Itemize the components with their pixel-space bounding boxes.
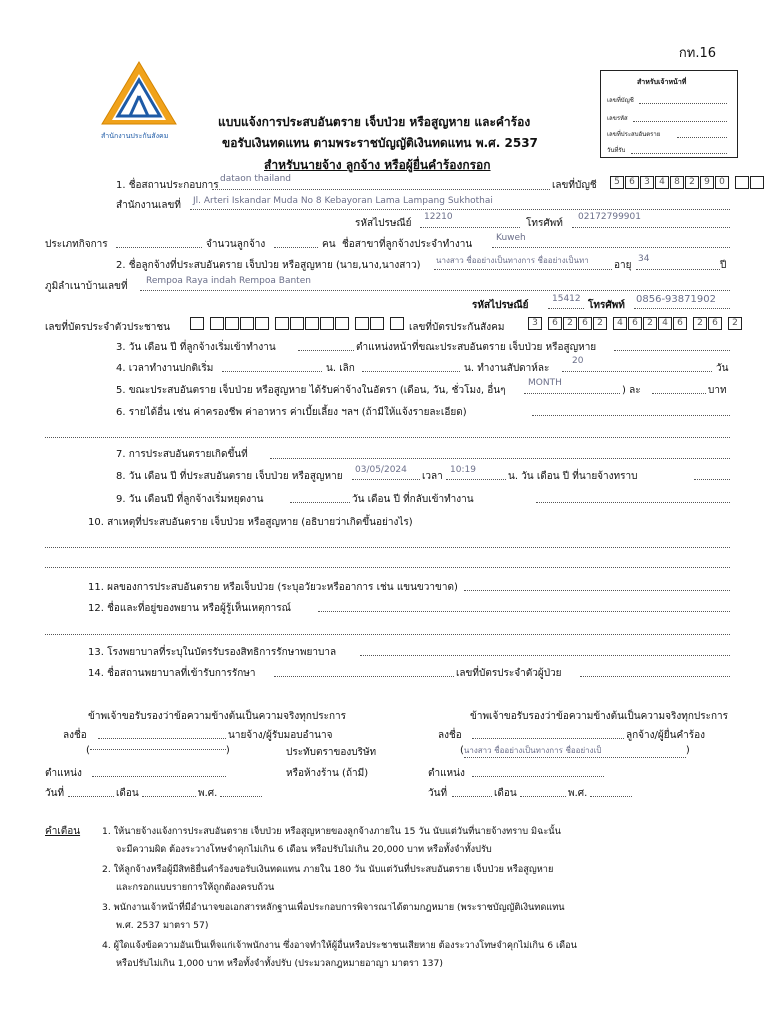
account-digit[interactable]: 4 [655,176,669,189]
id-card-digit[interactable] [335,317,349,330]
social-security-digit[interactable]: 4 [658,317,672,330]
account-digit[interactable]: 9 [700,176,714,189]
business-type-label: ประเภทกิจการ [45,239,108,250]
item14-label: 14. ชื่อสถานพยาบาลที่เข้ารับการรักษา [88,668,256,679]
employer-postcode-field[interactable]: 12210 [424,212,453,222]
id-card-digit[interactable] [355,317,369,330]
logo-triangle-icon [100,60,178,130]
work-days-field[interactable]: 20 [572,356,584,366]
social-security-digit[interactable]: 2 [563,317,577,330]
id-card-digit[interactable] [320,317,334,330]
employee-count-label: จำนวนลูกจ้าง [206,239,266,250]
agency-name: สำนักงานประกันสังคม [101,132,169,140]
company-stamp-label-1: ประทับตราของบริษัท [286,747,377,758]
employer-phone-label: โทรศัพท์ [526,218,563,229]
employee-name-field[interactable]: นางสาว ชื่ออย่างเป็นทางการ ชื่ออย่างเป็นทา [436,256,589,265]
accident-time-field[interactable]: 10:19 [450,465,476,475]
id-card-digit[interactable] [305,317,319,330]
employee-year-label: พ.ศ. [568,788,588,799]
id-card-label: เลขที่บัตรประจำตัวประชาชน [45,322,170,333]
item9-label: 9. วัน เดือนปี ที่ลูกจ้างเริ่มหยุดงาน [116,494,264,505]
employee-name-paren: (นางสาว ชื่ออย่างเป็นทางการ ชื่ออย่างเป็ ) [460,745,690,756]
form-title-line3: สำหรับนายจ้าง ลูกจ้าง หรือผู้ยื่นคำร้องกรอก [264,158,491,172]
accident-time-label: เวลา [422,471,443,482]
item4-label: 4. เวลาทำงานปกติเริ่ม [116,363,214,374]
id-card-digit[interactable] [210,317,224,330]
employee-certify-statement: ข้าพเจ้าขอรับรองว่าข้อความข้างต้นเป็นความจริงทุกประการ [470,711,729,722]
age-unit: ปี [720,260,727,271]
employer-date-label: วันที่ [45,788,65,799]
establishment-field[interactable]: dataon thailand [220,174,292,184]
social-security-digit[interactable]: 2 [643,317,657,330]
form-title-line1: แบบแจ้งการประสบอันตราย เจ็บป่วย หรือสูญหาย และคำร้อง [218,115,531,129]
warning-item-3-cont: พ.ศ. 2537 มาตรา 57) [116,920,209,931]
employer-role-label: นายจ้าง/ผู้รับมอบอำนาจ [228,730,333,741]
social-security-digit[interactable]: 6 [708,317,722,330]
item12-label: 12. ชื่อและที่อยู่ของพยาน หรือผู้รู้เห็นเหตุการณ์ [88,603,291,614]
item3-position-label: ตำแหน่งหน้าที่ขณะประสบอันตราย เจ็บป่วย หรือสูญหาย [356,342,597,353]
employee-phone-label: โทรศัพท์ [588,300,625,311]
account-label: เลขที่บัญชี [552,180,597,191]
item5-label: 5. ขณะประสบอันตราย เจ็บป่วย หรือสูญหาย ได้รับค่าจ้างในอัตรา (เดือน, วัน, ชั่วโมง, อื่นๆ [116,385,506,396]
account-digit[interactable]: 8 [670,176,684,189]
item4-week-label: น. ทำงานสัปดาห์ละ [464,363,550,374]
warning-item-3: 3. พนักงานเจ้าหน้าที่มีอำนาจขอเอกสารหลักฐานเพื่อประกอบการพิจารณาได้ตามกฎหมาย (พระราชบัญญัติเงินทดแทน [102,902,565,913]
social-security-label: เลขที่บัตรประกันสังคม [409,322,505,333]
employee-count-unit: คน [322,239,336,250]
age-label: อายุ [614,260,632,271]
accident-date-field[interactable]: 03/05/2024 [355,465,407,475]
id-card-digit[interactable] [225,317,239,330]
employee-printed-name[interactable]: นางสาว ชื่ออย่างเป็นทางการ ชื่ออย่างเป็ [464,744,686,758]
patient-id-label: เลขที่บัตรประจำตัวผู้ป่วย [456,668,562,679]
item3-label: 3. วัน เดือน ปี ที่ลูกจ้างเริ่มเข้าทำงาน [116,342,276,353]
agency-logo [100,60,178,130]
employer-sign-label: ลงชื่อ [63,730,87,741]
work-days-unit: วัน [716,363,729,374]
account-digit[interactable] [735,176,749,189]
office-label: สำนักงานเลขที่ [116,200,181,211]
item8-label: 8. วัน เดือน ปี ที่ประสบอันตราย เจ็บป่วย หรือสูญหาย [116,471,343,482]
social-security-digit[interactable]: 2 [593,317,607,330]
employer-phone-field[interactable]: 02172799901 [578,212,641,222]
warning-item-1: 1. ให้นายจ้างแจ้งการประสบอันตราย เจ็บป่วย หรือสูญหายของลูกจ้างภายใน 15 วัน นับแต่วันที่นายจ้างทราบ มิฉะนั้น [102,826,561,837]
officer-row-accident: เลขที่ประสบอันตราย [607,131,661,138]
employee-sign-label: ลงชื่อ [438,730,462,741]
warning-item-2-cont: และกรอกแบบรายการให้ถูกต้องครบถ้วน [116,882,275,893]
id-card-digit[interactable] [190,317,204,330]
id-card-digit[interactable] [370,317,384,330]
id-card-digit[interactable] [390,317,404,330]
social-security-digit[interactable]: 6 [578,317,592,330]
item5-rate-label: ) ละ [622,385,641,396]
item9-return-label: วัน เดือน ปี ที่กลับเข้าทำงาน [352,494,474,505]
account-digit[interactable] [750,176,764,189]
employer-month-label: เดือน [116,788,139,799]
employee-role-label: ลูกจ้าง/ผู้ยื่นคำร้อง [626,730,706,741]
social-security-digit[interactable]: 4 [613,317,627,330]
company-stamp-label-2: หรือห้างร้าน (ถ้ามี) [286,768,369,779]
form-code: กท.16 [678,46,716,61]
id-card-digit[interactable] [275,317,289,330]
item8-known-label: น. วัน เดือน ปี ที่นายจ้างทราบ [508,471,638,482]
wage-period-field[interactable]: MONTH [528,378,562,388]
warning-heading: คำเตือน [45,826,81,837]
social-security-digit[interactable]: 2 [693,317,707,330]
id-card-digit[interactable] [290,317,304,330]
employer-postcode-label: รหัสไปรษณีย์ [355,218,412,229]
warning-item-4: 4. ผู้ใดแจ้งข้อความอันเป็นเท็จแก่เจ้าพนักงาน ซึ่งอาจทำให้ผู้อื่นหรือประชาชนเสียหาย ต้องระวางโทษจำคุกไม่เกิน 6 เดือน [102,940,577,951]
item4-end-label: น. เลิก [326,363,355,374]
office-address-field[interactable]: Jl. Arteri Iskandar Muda No 8 Kebayoran Lama Lampang Sukhothai [193,196,493,206]
id-card-digit[interactable] [240,317,254,330]
social-security-digit[interactable]: 3 [528,317,542,330]
employee-position-label: ตำแหน่ง [428,768,465,779]
age-field[interactable]: 34 [638,254,650,264]
warning-item-2: 2. ให้ลูกจ้างหรือผู้มีสิทธิยื่นคำร้องขอรับเงินทดแทน ภายใน 180 วัน นับแต่วันที่ประสบอันตราย เจ็บป่วย หรือสูญหาย [102,864,554,875]
item7-label: 7. การประสบอันตรายเกิดขึ้นที่ [116,449,248,460]
employee-postcode-field[interactable]: 15412 [552,294,581,304]
employee-postcode-label: รหัสไปรษณีย์ [472,300,529,311]
form-title-line2: ขอรับเงินทดแทน ตามพระราชบัญญัติเงินทดแทน พ.ศ. 2537 [222,136,538,150]
employee-name-label: 2. ชื่อลูกจ้างที่ประสบอันตราย เจ็บป่วย หรือสูญหาย (นาย,นาง,นางสาว) [116,260,421,271]
officer-row-code: เลขรหัส [607,115,628,122]
branch-label: ชื่อสาขาที่ลูกจ้างประจำทำงาน [342,239,473,250]
warning-item-4-cont: หรือปรับไม่เกิน 1,000 บาท หรือทั้งจำทั้งปรับ (ประมวลกฎหมายอาญา มาตรา 137) [116,958,443,969]
address-label: ภูมิลำเนาบ้านเลขที่ [45,281,128,292]
account-digit[interactable]: 3 [640,176,654,189]
employee-date-label: วันที่ [428,788,448,799]
officer-box-heading: สำหรับเจ้าหน้าที่ [637,78,687,86]
item10-label: 10. สาเหตุที่ประสบอันตราย เจ็บป่วย หรือสูญหาย (อธิบายว่าเกิดขึ้นอย่างไร) [88,517,413,528]
employer-certify-statement: ข้าพเจ้าขอรับรองว่าข้อความข้างต้นเป็นความจริงทุกประการ [88,711,347,722]
branch-field[interactable]: Kuweh [496,233,526,243]
officer-box [600,70,738,158]
employee-phone-field[interactable]: 0856-93871902 [636,294,716,305]
id-card-digit[interactable] [255,317,269,330]
officer-row-date: วันที่รับ [607,147,626,154]
wage-unit: บาท [708,385,727,396]
employer-name-paren[interactable]: ( ) [86,745,230,756]
account-digit[interactable]: 5 [610,176,624,189]
account-digit[interactable]: 6 [625,176,639,189]
employer-year-label: พ.ศ. [198,788,218,799]
establishment-label: 1. ชื่อสถานประกอบการ [116,180,219,191]
employee-month-label: เดือน [494,788,517,799]
account-digit[interactable]: 2 [685,176,699,189]
social-security-digit[interactable]: 2 [728,317,742,330]
social-security-digit[interactable]: 6 [673,317,687,330]
account-digit[interactable]: 0 [715,176,729,189]
item11-label: 11. ผลของการประสบอันตราย หรือเจ็บป่วย (ระบุอวัยวะหรืออาการ เช่น แขนขวาขาด) [88,582,458,593]
warning-item-1-cont: จะมีความผิด ต้องระวางโทษจำคุกไม่เกิน 6 เดือน หรือปรับไม่เกิน 20,000 บาท หรือทั้งจำทั้งปรับ [116,844,492,855]
item13-label: 13. โรงพยาบาลที่ระบุในบัตรรับรองสิทธิการรักษาพยาบาล [88,647,337,658]
item6-label: 6. รายได้อื่น เช่น ค่าครองชีพ ค่าอาหาร ค่าเบี้ยเลี้ยง ฯลฯ (ถ้ามีให้แจ้งรายละเอียด) [116,407,467,418]
address-field[interactable]: Rempoa Raya indah Rempoa Banten [146,276,311,286]
officer-row-account: เลขที่บัญชี [607,97,634,104]
social-security-digit[interactable]: 6 [628,317,642,330]
employer-position-label: ตำแหน่ง [45,768,82,779]
social-security-digit[interactable]: 6 [548,317,562,330]
